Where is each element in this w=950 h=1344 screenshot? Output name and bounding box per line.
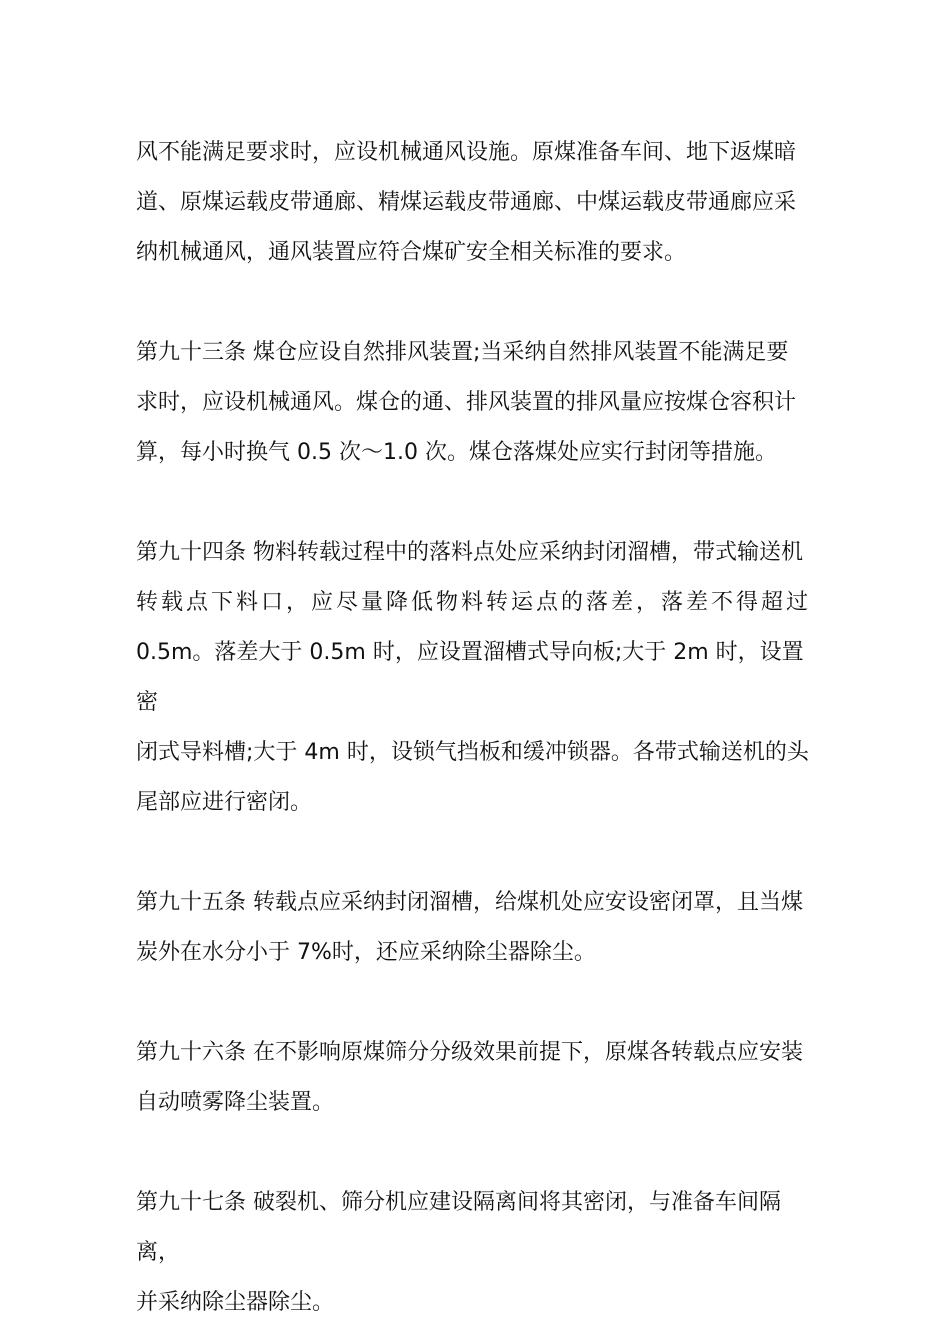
text-line: 第九十七条 破裂机、筛分机应建设隔离间将其密闭，与准备车间隔离，: [136, 1190, 781, 1265]
paragraph-gap: [136, 478, 814, 528]
text-line: 0.5m。落差大于 0.5m 时，应设置溜槽式导向板;大于 2m 时，设置密: [136, 640, 804, 715]
paragraph-article-93: [136, 328, 814, 478]
text-line: 第九十六条 在不影响原煤筛分分级效果前提下，原煤各转载点应安装: [136, 1040, 803, 1065]
paragraph-gap: [136, 1128, 814, 1178]
text-line: 自动喷雾降尘装置。: [136, 1090, 335, 1115]
paragraph-gap: [136, 978, 814, 1028]
text-line: 求时，应设机械通风。煤仓的通、排风装置的排风量应按煤仓容积计: [136, 390, 797, 415]
text-line: 算，每小时换气 0.5 次～1.0 次。煤仓落煤处应实行封闭等措施。: [136, 440, 777, 465]
text-line: 风不能满足要求时，应设机械通风设施。原煤准备车间、地下返煤暗: [136, 140, 797, 165]
text-line: 尾部应进行密闭。: [136, 790, 313, 815]
paragraph-ventilation-continued: [136, 128, 814, 278]
text-line: 闭式导料槽;大于 4m 时，设锁气挡板和缓冲锁器。各带式输送机的头: [136, 740, 809, 765]
paragraph-article-97: [136, 1178, 814, 1328]
text-line: 转载点下料口，应尽量降低物料转运点的落差，落差不得超过: [136, 590, 812, 615]
paragraph-article-95: [136, 878, 814, 978]
paragraph-article-96: [136, 1028, 814, 1128]
paragraph-article-94: [136, 528, 814, 828]
paragraph-gap: [136, 828, 814, 878]
text-line: 第九十四条 物料转载过程中的落料点处应采纳封闭溜槽，带式输送机: [136, 540, 803, 565]
text-line: 第九十五条 转载点应采纳封闭溜槽，给煤机处应安设密闭罩，且当煤: [136, 890, 803, 915]
paragraph-gap: [136, 278, 814, 328]
text-line: 炭外在水分小于 7%时，还应采纳除尘器除尘。: [136, 940, 596, 965]
text-line: 道、原煤运载皮带通廊、精煤运载皮带通廊、中煤运载皮带通廊应采: [136, 190, 797, 215]
text-line: 并采纳除尘器除尘。: [136, 1290, 335, 1315]
text-line: 纳机械通风，通风装置应符合煤矿安全相关标准的要求。: [136, 240, 687, 265]
text-line: 第九十三条 煤仓应设自然排风装置;当采纳自然排风装置不能满足要: [136, 340, 789, 365]
